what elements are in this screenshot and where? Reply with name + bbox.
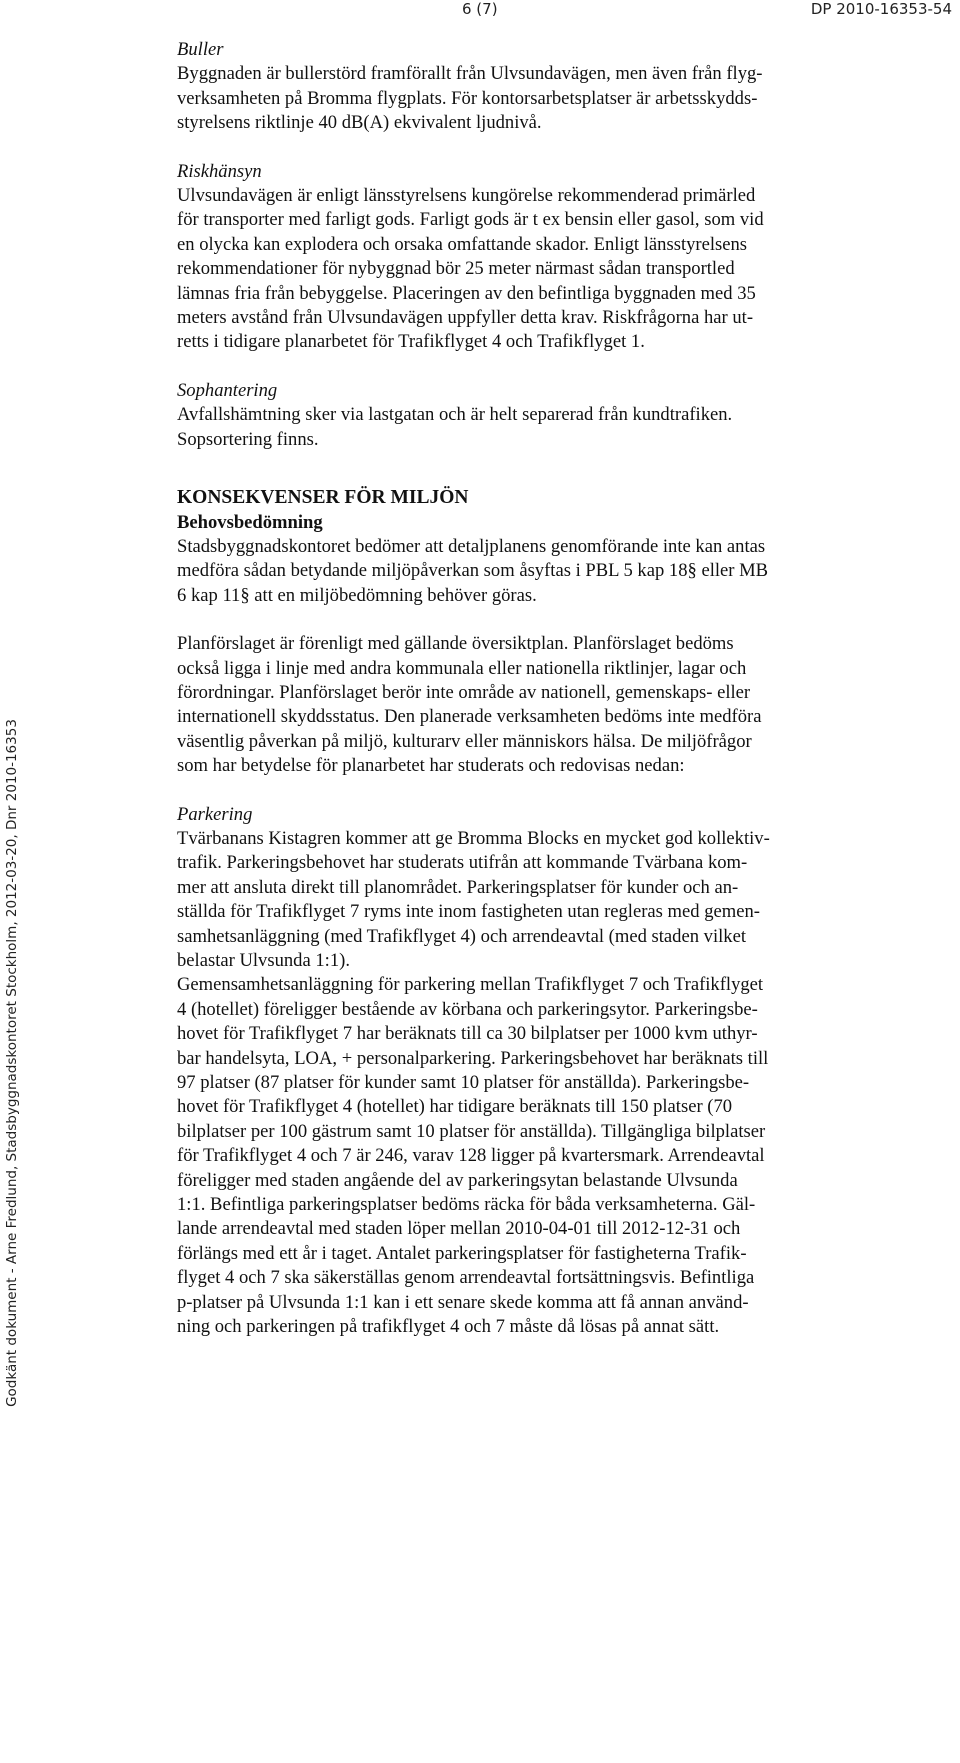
section-riskhansyn [177, 160, 857, 355]
text-line: också ligga i linje med andra kommunala eller nationella riktlinjer, lagar och [177, 657, 747, 679]
document-id: DP 2010-16353-54 [810, 0, 952, 18]
text-line: retts i tidigare planarbetet för Trafikflyget 4 och Trafikflyget 1. [177, 331, 645, 353]
text-line: för transporter med farligt gods. Farligt gods är t ex bensin eller gasol, som vid [177, 209, 764, 231]
text-line: trafik. Parkeringsbehovet har studerats utifrån att kommande Tvärbana kom- [177, 852, 748, 874]
heading-behovsbedomning: Behovsbedömning [177, 511, 323, 533]
text-line: Sopsortering finns. [177, 428, 319, 450]
text-line: väsentlig påverkan på miljö, kulturarv eller människors hälsa. De miljöfrågor [177, 730, 752, 752]
paragraph-parkering-2 [177, 973, 857, 1339]
text-line: bilplatser per 100 gästrum samt 10 platser för anställda). Tillgängliga bilplatser [177, 1120, 766, 1142]
text-line: Planförslaget är förenligt med gällande översiktplan. Planförslaget bedöms [177, 633, 734, 655]
heading-buller: Buller [177, 39, 224, 60]
text-line: Tvärbanans Kistagren kommer att ge Bromma Blocks en mycket god kollektiv- [177, 827, 770, 849]
text-line: förlängs med ett år i taget. Antalet parkeringsplatser för fastigheterna Trafik- [177, 1242, 747, 1264]
text-line: 4 (hotellet) föreligger bestående av körbana och parkeringsytor. Parkeringsbe- [177, 998, 758, 1020]
paragraph-sophantering [177, 403, 857, 452]
text-line: mer att ansluta direkt till planområdet. Parkeringsplatser för kunder och an- [177, 876, 739, 898]
text-line: rekommendationer för nybyggnad bör 25 meter närmast sådan transportled [177, 258, 735, 280]
page-body [177, 38, 857, 1340]
paragraph-parkering-1 [177, 827, 857, 973]
text-line: belastar Ulvsunda 1:1). [177, 950, 350, 971]
text-line: 1:1. Befintliga parkeringsplatser bedöms räcka för båda verksamheterna. Gäl- [177, 1194, 756, 1216]
text-line: hovet för Trafikflyget 4 (hotellet) har tidigare beräknats till 150 platser (70 [177, 1096, 733, 1118]
text-line: flyget 4 och 7 ska säkerställas genom arrendeavtal fortsättningsvis. Befintliga [177, 1267, 755, 1289]
text-line: lämnas fria från bebyggelse. Placeringen av den befintliga byggnaden med 35 [177, 282, 756, 304]
text-line: medföra sådan betydande miljöpåverkan som åsyftas i PBL 5 kap 18§ eller MB [177, 560, 769, 582]
text-line: verksamheten på Bromma flygplats. För kontorsarbetsplatser är arbetsskydds- [177, 87, 758, 109]
page-number: 6 (7) [462, 0, 498, 18]
text-line: samhetsanläggning (med Trafikflyget 4) och arrendeavtal (med staden vilket [177, 925, 747, 947]
paragraph-behovsbedomning-2 [177, 632, 857, 778]
section-sophantering [177, 379, 857, 452]
heading-parkering: Parkering [177, 803, 253, 825]
text-line: internationell skyddsstatus. Den planerade verksamheten bedöms inte medföra [177, 706, 762, 728]
text-line: styrelsens riktlinje 40 dB(A) ekvivalent ljudnivå. [177, 112, 542, 134]
text-line: som har betydelse för planarbetet har studerats och redovisas nedan: [177, 755, 685, 777]
heading-konsekvenser: KONSEKVENSER FÖR MILJÖN [177, 487, 469, 509]
heading-sophantering: Sophantering [177, 379, 278, 401]
heading-riskhansyn: Riskhänsyn [177, 160, 262, 182]
text-line: för Trafikflyget 4 och 7 är 246, varav 128 ligger på kvartersmark. Arrendeavtal [177, 1145, 765, 1167]
text-line: Avfallshämtning sker via lastgatan och är helt separerad från kundtrafiken. [177, 404, 733, 426]
section-buller [177, 38, 857, 136]
text-line: föreligger med staden angående del av parkeringsytan belastande Ulvsunda [177, 1169, 738, 1191]
text-line: Gemensamhetsanläggning för parkering mellan Trafikflyget 7 och Trafikflyget [177, 974, 764, 996]
approval-stamp: Godkänt dokument - Arne Fredlund, Stadsbyggnadskontoret Stockholm, 2012-03-20, Dnr 2010-16353 [4, 719, 20, 1407]
text-line: en olycka kan explodera och orsaka omfattande skador. Enligt länsstyrelsens [177, 233, 748, 255]
paragraph-riskhansyn [177, 184, 857, 355]
text-line: ning och parkeringen på trafikflyget 4 och 7 måste då lösas på annat sätt. [177, 1316, 720, 1338]
text-line: förordningar. Planförslaget berör inte område av nationell, gemenskaps- eller [177, 681, 751, 703]
text-line: Ulvsundavägen är enligt länsstyrelsens kungörelse rekommenderad primärled [177, 185, 756, 207]
text-line: 6 kap 11§ att en miljöbedömning behöver göras. [177, 584, 537, 606]
paragraph-buller [177, 62, 857, 135]
text-line: meters avstånd från Ulvsundavägen uppfyller detta krav. Riskfrågorna har ut- [177, 307, 754, 329]
text-line: bar handelsyta, LOA, + personalparkering. Parkeringsbehovet har beräknats till [177, 1047, 769, 1069]
text-line: 97 platser (87 platser för kunder samt 10 platser för anställda). Parkeringsbe- [177, 1072, 750, 1094]
text-line: hovet för Trafikflyget 7 har beräknats till ca 30 bilplatser per 1000 kvm uthyr- [177, 1023, 758, 1045]
text-line: ställda för Trafikflyget 7 ryms inte inom fastigheten utan regleras med gemen- [177, 901, 760, 923]
text-line: p-platser på Ulvsunda 1:1 kan i ett senare skede komma att få annan använd- [177, 1291, 749, 1313]
text-line: lande arrendeavtal med staden löper mellan 2010-04-01 till 2012-12-31 och [177, 1218, 741, 1240]
paragraph-behovsbedomning-1 [177, 535, 857, 608]
text-line: Stadsbyggnadskontoret bedömer att detaljplanens genomförande inte kan antas [177, 535, 766, 557]
text-line: Byggnaden är bullerstörd framförallt från Ulvsundavägen, men även från flyg- [177, 63, 763, 85]
